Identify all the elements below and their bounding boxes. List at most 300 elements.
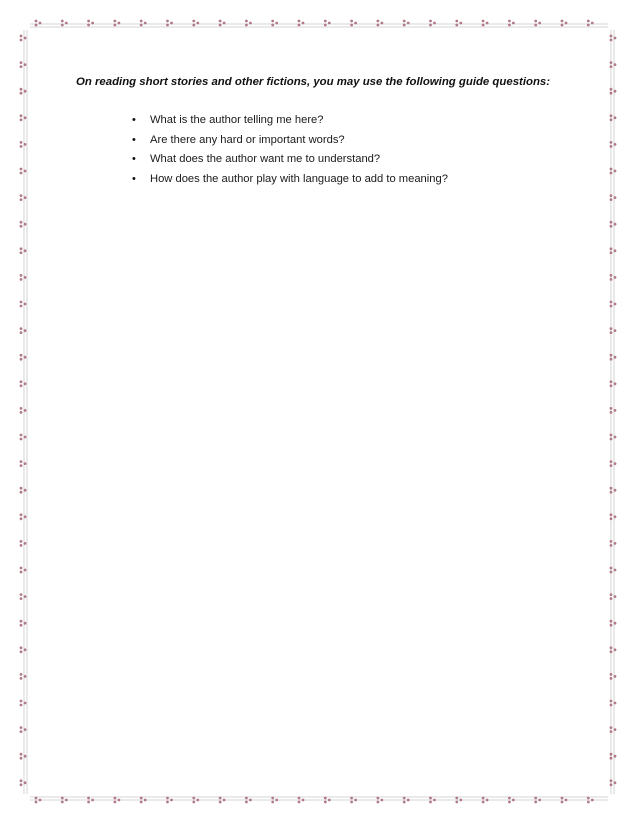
border-ornament-dot bbox=[170, 22, 173, 25]
border-ornament-dot bbox=[610, 141, 613, 144]
border-ornament-dot bbox=[610, 118, 613, 121]
border-ornament-dot bbox=[20, 114, 23, 117]
border-ornament-dot bbox=[20, 704, 23, 707]
border-ornament-dot bbox=[538, 799, 541, 802]
border-ornament-dot bbox=[354, 22, 357, 25]
border-ornament-dot bbox=[170, 799, 173, 802]
border-ornament-dot bbox=[20, 172, 23, 175]
border-ornament-dot bbox=[302, 22, 305, 25]
border-ornament-dot bbox=[508, 797, 511, 800]
border-ornament-dot bbox=[534, 24, 537, 27]
border-ornament-dot bbox=[429, 801, 432, 804]
border-ornament-dot bbox=[610, 407, 613, 410]
border-ornament-dot bbox=[20, 225, 23, 228]
border-ornament-dot bbox=[508, 24, 511, 27]
border-ornament-dot bbox=[407, 22, 410, 25]
border-ornament-dot bbox=[614, 675, 617, 678]
border-ornament-dot bbox=[614, 489, 617, 492]
border-ornament-dot bbox=[614, 249, 617, 252]
border-ornament-dot bbox=[196, 22, 199, 25]
border-ornament-dot bbox=[249, 22, 252, 25]
border-ornament-dot bbox=[87, 24, 90, 27]
border-ornament-dot bbox=[35, 801, 38, 804]
border-ornament-dot bbox=[587, 20, 590, 23]
border-ornament-dot bbox=[20, 464, 23, 467]
border-ornament-dot bbox=[561, 20, 564, 23]
border-ornament-dot bbox=[591, 22, 594, 25]
border-ornament-dot bbox=[433, 799, 436, 802]
border-ornament-dot bbox=[20, 677, 23, 680]
border-ornament-dot bbox=[350, 20, 353, 23]
border-ornament-dot bbox=[24, 329, 27, 332]
list-item bbox=[132, 150, 448, 170]
border-ornament-dot bbox=[591, 799, 594, 802]
border-ornament-dot bbox=[24, 542, 27, 545]
border-ornament-dot bbox=[610, 145, 613, 148]
border-ornament-dot bbox=[24, 622, 27, 625]
border-ornament-dot bbox=[192, 801, 195, 804]
border-ornament-dot bbox=[24, 90, 27, 93]
border-ornament-dot bbox=[20, 35, 23, 38]
border-ornament-dot bbox=[610, 39, 613, 42]
border-ornament-dot bbox=[20, 61, 23, 64]
border-ornament-dot bbox=[166, 797, 169, 800]
border-ornament-dot bbox=[324, 801, 327, 804]
border-ornament-dot bbox=[20, 783, 23, 786]
border-ornament-dot bbox=[302, 799, 305, 802]
border-ornament-dot bbox=[377, 801, 380, 804]
border-ornament-dot bbox=[20, 92, 23, 95]
border-ornament-dot bbox=[429, 797, 432, 800]
border-ornament-dot bbox=[610, 597, 613, 600]
border-ornament-dot bbox=[24, 569, 27, 572]
border-ornament-dot bbox=[271, 20, 274, 23]
border-ornament-dot bbox=[610, 278, 613, 281]
border-ornament-dot bbox=[24, 648, 27, 651]
border-ornament-dot bbox=[65, 22, 68, 25]
border-ornament-dot bbox=[87, 797, 90, 800]
border-ornament-dot bbox=[61, 797, 64, 800]
border-ornament-dot bbox=[65, 799, 68, 802]
border-ornament-dot bbox=[20, 327, 23, 330]
border-ornament-dot bbox=[20, 380, 23, 383]
border-ornament-dot bbox=[35, 24, 38, 27]
border-ornament-dot bbox=[20, 646, 23, 649]
border-ornament-dot bbox=[24, 37, 27, 40]
border-ornament-dot bbox=[610, 677, 613, 680]
border-ornament-dot bbox=[20, 730, 23, 733]
border-ornament-dot bbox=[20, 168, 23, 171]
border-ornament-dot bbox=[20, 278, 23, 281]
border-ornament-dot bbox=[610, 434, 613, 437]
border-ornament-dot bbox=[20, 597, 23, 600]
border-ornament-dot bbox=[610, 726, 613, 729]
border-ornament-dot bbox=[610, 783, 613, 786]
border-ornament-dot bbox=[610, 646, 613, 649]
border-ornament-dot bbox=[459, 799, 462, 802]
border-ornament-dot bbox=[140, 24, 143, 27]
border-ornament-dot bbox=[534, 20, 537, 23]
border-ornament-dot bbox=[324, 24, 327, 27]
border-ornament-dot bbox=[482, 20, 485, 23]
border-ornament-dot bbox=[587, 797, 590, 800]
border-ornament-dot bbox=[614, 462, 617, 465]
border-ornament-dot bbox=[20, 118, 23, 121]
border-ornament-dot bbox=[20, 88, 23, 91]
border-ornament-dot bbox=[455, 797, 458, 800]
border-ornament-dot bbox=[245, 797, 248, 800]
border-ornament-dot bbox=[565, 799, 568, 802]
border-ornament-dot bbox=[610, 251, 613, 254]
border-ornament-dot bbox=[587, 801, 590, 804]
border-ornament-dot bbox=[20, 247, 23, 250]
border-ornament-dot bbox=[24, 382, 27, 385]
border-ornament-dot bbox=[614, 196, 617, 199]
border-ornament-dot bbox=[508, 20, 511, 23]
border-ornament-dot bbox=[610, 380, 613, 383]
border-ornament-dot bbox=[20, 274, 23, 277]
border-ornament-dot bbox=[24, 755, 27, 758]
border-ornament-dot bbox=[24, 116, 27, 119]
border-ornament-dot bbox=[614, 329, 617, 332]
border-ornament-dot bbox=[192, 20, 195, 23]
border-ornament-dot bbox=[614, 223, 617, 226]
border-ornament-dot bbox=[614, 276, 617, 279]
border-ornament-dot bbox=[20, 65, 23, 68]
border-ornament-dot bbox=[24, 489, 27, 492]
border-ornament-dot bbox=[614, 755, 617, 758]
border-ornament-dot bbox=[350, 797, 353, 800]
border-ornament-dot bbox=[587, 24, 590, 27]
border-ornament-dot bbox=[614, 303, 617, 306]
border-ornament-dot bbox=[610, 730, 613, 733]
border-ornament-dot bbox=[114, 797, 117, 800]
border-ornament-dot bbox=[91, 799, 94, 802]
border-ornament-dot bbox=[20, 221, 23, 224]
border-ornament-dot bbox=[20, 411, 23, 414]
border-ornament-dot bbox=[245, 24, 248, 27]
border-ornament-dot bbox=[433, 22, 436, 25]
border-ornament-dot bbox=[298, 801, 301, 804]
border-ornament-dot bbox=[610, 168, 613, 171]
border-ornament-dot bbox=[614, 382, 617, 385]
border-ornament-dot bbox=[455, 20, 458, 23]
border-ornament-dot bbox=[61, 20, 64, 23]
border-ornament-dot bbox=[24, 409, 27, 412]
border-ornament-dot bbox=[614, 648, 617, 651]
border-ornament-dot bbox=[144, 22, 147, 25]
border-ornament-dot bbox=[20, 305, 23, 308]
border-ornament-dot bbox=[140, 801, 143, 804]
border-ornament-dot bbox=[610, 88, 613, 91]
border-ornament-dot bbox=[196, 799, 199, 802]
border-ornament-dot bbox=[20, 544, 23, 547]
border-ornament-dot bbox=[610, 247, 613, 250]
border-ornament-dot bbox=[482, 801, 485, 804]
border-ornament-dot bbox=[614, 622, 617, 625]
border-ornament-dot bbox=[114, 801, 117, 804]
border-ornament-dot bbox=[403, 24, 406, 27]
border-ornament-dot bbox=[298, 24, 301, 27]
border-ornament-dot bbox=[298, 20, 301, 23]
border-ornament-dot bbox=[219, 801, 222, 804]
border-ornament-dot bbox=[459, 22, 462, 25]
border-ornament-dot bbox=[20, 438, 23, 441]
border-ornament-dot bbox=[20, 251, 23, 254]
border-ornament-dot bbox=[20, 726, 23, 729]
border-ornament-dot bbox=[24, 675, 27, 678]
border-ornament-dot bbox=[614, 37, 617, 40]
border-ornament-dot bbox=[192, 797, 195, 800]
border-ornament-dot bbox=[610, 221, 613, 224]
border-ornament-dot bbox=[24, 249, 27, 252]
border-ornament-dot bbox=[20, 571, 23, 574]
border-ornament-dot bbox=[271, 797, 274, 800]
border-ornament-dot bbox=[486, 799, 489, 802]
border-ornament-dot bbox=[455, 801, 458, 804]
border-ornament-dot bbox=[271, 801, 274, 804]
border-ornament-dot bbox=[245, 20, 248, 23]
border-ornament-dot bbox=[114, 20, 117, 23]
border-ornament-dot bbox=[245, 801, 248, 804]
border-ornament-dot bbox=[114, 24, 117, 27]
border-ornament-dot bbox=[486, 22, 489, 25]
border-ornament-dot bbox=[614, 90, 617, 93]
border-ornament-dot bbox=[20, 593, 23, 596]
border-ornament-dot bbox=[20, 779, 23, 782]
border-ornament-dot bbox=[534, 801, 537, 804]
border-ornament-dot bbox=[249, 799, 252, 802]
border-ornament-dot bbox=[610, 571, 613, 574]
border-ornament-dot bbox=[610, 194, 613, 197]
border-ornament-dot bbox=[377, 20, 380, 23]
border-ornament-dot bbox=[377, 24, 380, 27]
border-ornament-dot bbox=[271, 24, 274, 27]
border-ornament-dot bbox=[610, 114, 613, 117]
border-ornament-dot bbox=[24, 223, 27, 226]
border-ornament-dot bbox=[140, 20, 143, 23]
bullet-icon: • bbox=[132, 172, 136, 185]
border-ornament-dot bbox=[455, 24, 458, 27]
border-ornament-dot bbox=[219, 24, 222, 27]
border-ornament-dot bbox=[20, 39, 23, 42]
border-ornament-dot bbox=[614, 63, 617, 66]
border-ornament-dot bbox=[614, 409, 617, 412]
border-ornament-dot bbox=[24, 63, 27, 66]
border-ornament-dot bbox=[20, 194, 23, 197]
border-ornament-dot bbox=[610, 225, 613, 228]
border-ornament-dot bbox=[429, 24, 432, 27]
bullet-icon: • bbox=[132, 153, 136, 165]
border-ornament-dot bbox=[610, 779, 613, 782]
border-ornament-dot bbox=[20, 407, 23, 410]
border-ornament-dot bbox=[610, 753, 613, 756]
border-ornament-dot bbox=[166, 801, 169, 804]
border-ornament-dot bbox=[24, 515, 27, 518]
border-ornament-dot bbox=[508, 801, 511, 804]
border-ornament-dot bbox=[614, 143, 617, 146]
border-ornament-dot bbox=[482, 797, 485, 800]
border-ornament-dot bbox=[403, 797, 406, 800]
list-item bbox=[132, 111, 448, 131]
border-ornament-dot bbox=[328, 799, 331, 802]
border-ornament-dot bbox=[610, 544, 613, 547]
border-ornament-dot bbox=[610, 438, 613, 441]
question-text: How does the author play with language to add to meaning? bbox=[150, 172, 448, 185]
border-ornament-dot bbox=[20, 513, 23, 516]
border-ornament-dot bbox=[610, 567, 613, 570]
border-ornament-dot bbox=[610, 411, 613, 414]
border-ornament-dot bbox=[610, 517, 613, 520]
border-ornament-dot bbox=[24, 436, 27, 439]
border-ornament-dot bbox=[482, 24, 485, 27]
border-ornament-dot bbox=[20, 198, 23, 201]
border-ornament-dot bbox=[20, 145, 23, 148]
border-ornament-dot bbox=[610, 704, 613, 707]
border-ornament-dot bbox=[610, 491, 613, 494]
border-ornament-dot bbox=[610, 301, 613, 304]
guide-heading: On reading short stories and other fictions, you may use the following guide questions: bbox=[76, 76, 551, 88]
list-item bbox=[132, 170, 448, 190]
border-ornament-dot bbox=[166, 24, 169, 27]
border-ornament-dot bbox=[614, 728, 617, 731]
border-ornament-dot bbox=[610, 354, 613, 357]
border-ornament-dot bbox=[610, 650, 613, 653]
border-ornament-dot bbox=[118, 799, 121, 802]
border-ornament-dot bbox=[377, 797, 380, 800]
border-ornament-dot bbox=[561, 24, 564, 27]
border-ornament-dot bbox=[614, 542, 617, 545]
border-ornament-dot bbox=[324, 797, 327, 800]
border-ornament-dot bbox=[407, 799, 410, 802]
border-ornament-dot bbox=[87, 20, 90, 23]
border-ornament-dot bbox=[24, 196, 27, 199]
border-ornament-dot bbox=[614, 569, 617, 572]
border-ornament-dot bbox=[610, 358, 613, 361]
border-ornament-dot bbox=[20, 700, 23, 703]
list-item bbox=[132, 131, 448, 151]
border-ornament-dot bbox=[20, 517, 23, 520]
border-ornament-dot bbox=[354, 799, 357, 802]
border-ornament-dot bbox=[298, 797, 301, 800]
question-text: What does the author want me to understand? bbox=[150, 153, 381, 165]
border-ornament-dot bbox=[39, 22, 42, 25]
border-ornament-dot bbox=[275, 22, 278, 25]
border-ornament-dot bbox=[20, 650, 23, 653]
border-ornament-dot bbox=[20, 753, 23, 756]
border-ornament-dot bbox=[144, 799, 147, 802]
border-ornament-dot bbox=[35, 20, 38, 23]
question-text: What is the author telling me here? bbox=[150, 114, 324, 126]
border-ornament-dot bbox=[24, 781, 27, 784]
border-ornament-dot bbox=[24, 303, 27, 306]
border-ornament-dot bbox=[275, 799, 278, 802]
border-ornament-dot bbox=[403, 801, 406, 804]
border-ornament-dot bbox=[614, 595, 617, 598]
border-ornament-dot bbox=[614, 781, 617, 784]
border-ornament-dot bbox=[328, 22, 331, 25]
border-ornament-dot bbox=[610, 540, 613, 543]
border-ornament-dot bbox=[350, 801, 353, 804]
border-ornament-dot bbox=[24, 143, 27, 146]
border-ornament-dot bbox=[20, 301, 23, 304]
border-ornament-dot bbox=[614, 702, 617, 705]
border-ornament-dot bbox=[610, 65, 613, 68]
border-ornament-dot bbox=[614, 116, 617, 119]
border-ornament-dot bbox=[61, 24, 64, 27]
border-ornament-dot bbox=[538, 22, 541, 25]
bullet-icon: • bbox=[132, 114, 136, 126]
border-ornament-dot bbox=[140, 797, 143, 800]
border-ornament-dot bbox=[20, 354, 23, 357]
border-ornament-dot bbox=[610, 624, 613, 627]
border-ornament-dot bbox=[512, 799, 515, 802]
border-ornament-dot bbox=[20, 673, 23, 676]
border-ornament-dot bbox=[565, 22, 568, 25]
border-ornament-dot bbox=[20, 624, 23, 627]
border-ornament-dot bbox=[24, 170, 27, 173]
border-ornament-dot bbox=[20, 434, 23, 437]
border-ornament-dot bbox=[610, 460, 613, 463]
border-ornament-dot bbox=[429, 20, 432, 23]
border-ornament-dot bbox=[350, 24, 353, 27]
border-ornament-dot bbox=[24, 702, 27, 705]
border-ornament-dot bbox=[20, 487, 23, 490]
border-ornament-dot bbox=[192, 24, 195, 27]
border-ornament-dot bbox=[381, 799, 384, 802]
border-ornament-dot bbox=[219, 797, 222, 800]
border-ornament-dot bbox=[610, 331, 613, 334]
border-ornament-dot bbox=[223, 22, 226, 25]
border-ornament-dot bbox=[118, 22, 121, 25]
border-ornament-dot bbox=[614, 356, 617, 359]
border-ornament-dot bbox=[20, 757, 23, 760]
border-ornament-dot bbox=[614, 436, 617, 439]
border-ornament-dot bbox=[166, 20, 169, 23]
border-ornament-dot bbox=[614, 170, 617, 173]
border-ornament-dot bbox=[91, 22, 94, 25]
border-ornament-dot bbox=[20, 384, 23, 387]
border-ornament-dot bbox=[610, 620, 613, 623]
border-ornament-dot bbox=[610, 172, 613, 175]
border-ornament-dot bbox=[610, 61, 613, 64]
border-ornament-dot bbox=[219, 20, 222, 23]
border-ornament-dot bbox=[610, 327, 613, 330]
border-ornament-dot bbox=[610, 513, 613, 516]
border-ornament-dot bbox=[20, 491, 23, 494]
border-ornament-dot bbox=[610, 35, 613, 38]
border-ornament-dot bbox=[61, 801, 64, 804]
question-text: Are there any hard or important words? bbox=[150, 133, 345, 146]
border-ornament-dot bbox=[610, 198, 613, 201]
border-ornament-dot bbox=[610, 673, 613, 676]
border-ornament-dot bbox=[403, 20, 406, 23]
border-ornament-dot bbox=[614, 515, 617, 518]
border-ornament-dot bbox=[561, 797, 564, 800]
border-ornament-dot bbox=[512, 22, 515, 25]
border-ornament-dot bbox=[561, 801, 564, 804]
border-ornament-dot bbox=[20, 620, 23, 623]
border-ornament-dot bbox=[324, 20, 327, 23]
border-ornament-dot bbox=[20, 460, 23, 463]
border-ornament-dot bbox=[20, 567, 23, 570]
bullet-icon: • bbox=[132, 133, 136, 146]
border-ornament-dot bbox=[381, 22, 384, 25]
border-ornament-dot bbox=[24, 356, 27, 359]
border-ornament-dot bbox=[610, 464, 613, 467]
border-ornament-dot bbox=[20, 358, 23, 361]
border-ornament-dot bbox=[610, 757, 613, 760]
